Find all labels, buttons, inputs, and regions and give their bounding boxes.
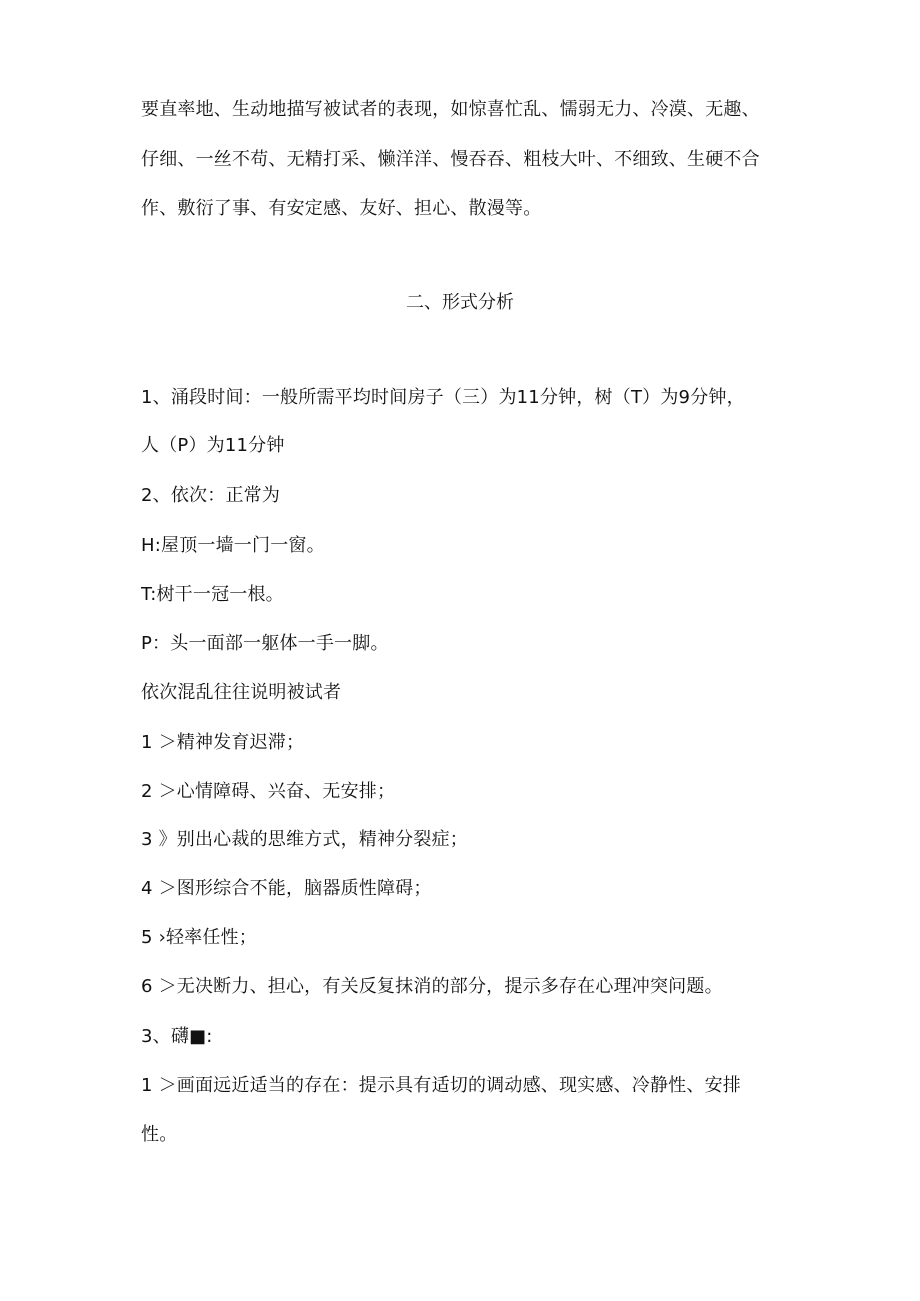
body-line-6: P：头一面部一躯体一手一脚。	[141, 633, 389, 654]
body-line-1: 1、涌段时间：一般所需平均时间房子（三）为11分钟，树（T）为9分钟，	[141, 387, 745, 408]
body-line-10: 3 》别出心裁的思维方式，精神分裂症；	[141, 829, 468, 850]
intro-line-3: 作、敷衍了事、有安定感、友好、担心、散漫等。	[141, 198, 542, 219]
body-line-5: T:树干一冠一根。	[141, 584, 284, 605]
body-line-12: 5 ›轻率任性；	[141, 927, 257, 948]
body-line-16: 性。	[141, 1124, 178, 1145]
body-line-3: 2、依次：正常为	[141, 485, 281, 506]
intro-line-1: 要直率地、生动地描写被试者的表现，如惊喜忙乱、懦弱无力、冷漠、无趣、	[141, 99, 760, 120]
intro-line-2: 仔细、一丝不苟、无精打采、懒洋洋、慢吞吞、粗枝大叶、不细致、生硬不合	[141, 149, 760, 170]
body-line-2: 人（P）为11分钟	[141, 435, 285, 456]
body-line-4: H:屋顶一墙一门一窗。	[141, 535, 325, 556]
body-line-13: 6 ＞无决断力、担心，有关反复抹消的部分，提示多存在心理冲突问题。	[141, 976, 723, 997]
body-line-7: 依次混乱往往说明被试者	[141, 682, 342, 703]
section-heading: 二、形式分析	[406, 292, 514, 313]
body-line-11: 4 ＞图形综合不能，脑器质性障碍；	[141, 878, 432, 899]
body-line-14: 3、礴■:	[141, 1026, 213, 1047]
body-line-15: 1 ＞画面远近适当的存在：提示具有适切的调动感、现实感、冷静性、安排	[141, 1075, 741, 1096]
body-line-8: 1 ＞精神发育迟滞；	[141, 732, 305, 753]
body-line-9: 2 ＞心情障碍、兴奋、无安排；	[141, 781, 396, 802]
